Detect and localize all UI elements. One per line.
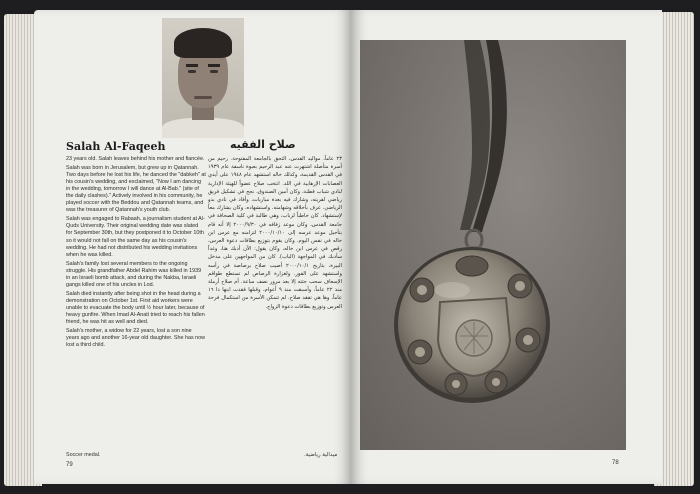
portrait-photo (162, 18, 244, 138)
caption-arabic: ميدالية رياضية. (304, 452, 338, 458)
medal-illustration (360, 40, 626, 450)
paragraph-en: Salah died instantly after being shot in the head during a demonstration on October 1st. First aid workers were unable to evacuate the body until ½ hour later, because of heavy gunfire. When Imad Al-Anati tried to reach his fallen friend, he was hit as well and died. (66, 290, 205, 326)
page-number-left: 79 (66, 462, 73, 468)
paragraph-en: Salah was engaged to Rabaah, a journalism student at Al-Quds University. Their original wedding date was slated for September 30th, but they postponed it to October 10th so it would not fall on the same day as his cousin's wedding. He had not distributed his wedding invitations when he was killed. (66, 216, 205, 258)
paragraph-en: 23 years old. Salah leaves behind his mother and fiancée. (66, 156, 205, 162)
medal-photo (360, 40, 626, 450)
caption-english: Soccer medal. (66, 452, 101, 458)
heading-arabic: صلاح الفقيه (230, 138, 296, 151)
english-column (66, 156, 206, 464)
paragraph-ar: ٢٣ عاماً، مواليد القدس، التحق بالجامعة المفتوحة. رحيم من أسرة متأصلة اشتهرت عنه عبد الرحيم بعبوة ناسفة عام ١٩٣٩ في القدس القديمة، وكذلك خاله استشهد عام ١٩٤٨ على أيدي العصابات الإرهابية في اللد. انتخب صلاح عضواً للهيئة الإدارية لنادي شباب قطنة، وكان أمين الصندوق، نجح في تشكيل فريق رياضي لقريته، وشارك فيه بعدة مباريات، وأفاد في نادي بدو الرياضي. عرف بأخلاقه وشهامته. واستشهاده، وكان يشارك معاً لإستشهاد. كان خاطباً لرباب، وهي طالبة في كلية الصحافة في جامعة القدس، وكان موعد زفافه في ٢٠٠٠/٩/٣٠ إلا أنه قام بتأجيل موعد عرسه إلى ٢٠٠٠/١٠/١٠ لتزامنه مع عرس ابن خاله في نفس اليوم. وكان يقوم بتوزيع بطاقات دعوة العرس، رقص في عرس ابن خاله، وكان يقول: الآن أدبك هنا، وغداً سأدبك في المواجهة (الباب). كان من المواجهين على مدخل البيرة، بتاريخ ٢٠٠٠/١٠/١ أصيب صلاح برصاصة في رأسه واستشهد على الفور. ولغزارة الرصاص لم تستطع طواقم الإسعاف سحب جثته إلا بعد مرور نصف ساعة. أم صلاح أرملة منذ ٢٢ عاماً، وأسبقت منذ ٩ أعوام، وقبلها فقدت ابنها ذا ١٦ عاماً، وها هي تفقد صلاح. لم تتمكن الأسرة من استكمال فرحة العرس وتوزيع بطاقات دعوة الزواج. (208, 156, 342, 310)
paragraph-en: Salah was born in Jerusalem, but grew up in Qatannah. Two days before he lost his life, he danced the "dabkeh" at his cousin's wedding, and exclaimed, "Now I am dancing in the wedding, tomorrow I will dance at Al-Bab." (site of the daily clashes)." Actively involved in his community, he played soccer with the Beddou and Qatannah teams, and was the treasurer of Qatannah's youth club. (66, 165, 206, 214)
heading-english: Salah Al-Faqeeh (66, 140, 166, 153)
paragraph-en: Salah's mother, a widow for 22 years, lost a son nine years ago and another 16-year old daughter. She has now lost a third child. (66, 328, 206, 349)
page-number-right: 78 (612, 460, 619, 466)
paragraph-en: Salah's family lost several members to the ongoing struggle. His grandfather Abdel Rahim was killed in 1939 in an Israeli bomb attack, and during the Nakba, Israeli gangs killed one of his uncles in Lod. (66, 260, 202, 288)
arabic-column (208, 155, 342, 463)
